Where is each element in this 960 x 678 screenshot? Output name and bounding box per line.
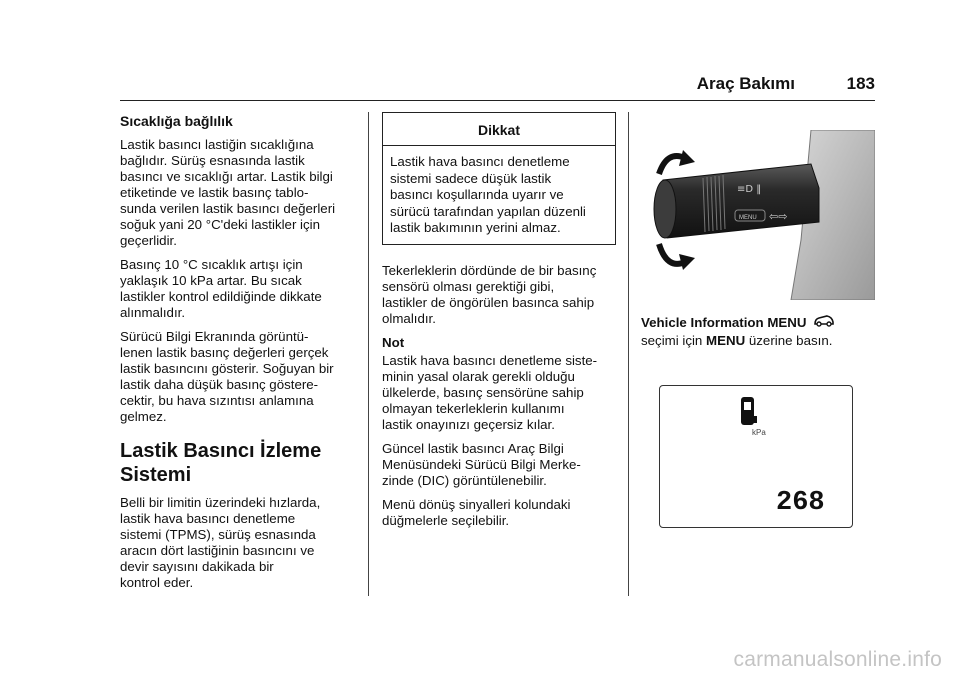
- column-divider: [368, 112, 369, 596]
- column-middle: [382, 112, 616, 537]
- page-number: 183: [846, 74, 875, 93]
- pressure-value: 268: [776, 488, 825, 512]
- paragraph: Sürücü Bilgi Ekranında görüntü- lenen lastik basınç değerleri gerçek lastik basıncını gösterir. Soğuyan bir lastik daha düşük basınç göstere- cektir, bu hava sızıntısı anlamına gelmez.: [120, 329, 334, 424]
- car-top-view-icon: [740, 396, 758, 426]
- figure-caption: [641, 314, 877, 349]
- svg-text:⇦⇨: ⇦⇨: [769, 210, 788, 223]
- pressure-value-display: [776, 486, 834, 512]
- caption-text: seçimi için: [641, 333, 707, 349]
- header-title: Araç Bakımı: [696, 74, 795, 93]
- subheading-temperature: Sıcaklığa bağlılık: [120, 113, 233, 129]
- menu-button-label: MENU: [739, 215, 757, 221]
- section-heading-tpms: Lastik Basıncı İzleme Sistemi: [120, 440, 322, 486]
- paragraph: Lastik basıncı lastiğin sıcaklığına bağlıdır. Sürüş esnasında lastik basıncı ve sıcaklığı artar. Lastik bilgi etiketinde ve lastik basınç tablo- sunda verilen lastik basıncı değerleri soğuk yani 20 °C'deki lastikler için geçerlidir.: [120, 137, 336, 248]
- caution-box: [382, 112, 616, 245]
- paragraph: Tekerleklerin dördünde de bir basınç sensörü olması gerektiği gibi, lastikler de öngörülen basınca sahip olmalıdır.: [382, 262, 597, 326]
- paragraph: Lastik hava basıncı denetleme siste- minin yasal olarak gerekli olduğu ülkelerde, basınç sensörüne sahip olmayan tekerleklerin kullanımı lastik onayınızı geçersiz kılar.: [382, 352, 598, 432]
- tire-pressure-display: [659, 385, 853, 528]
- page-header: [120, 70, 875, 101]
- caution-title: Dikkat: [383, 113, 615, 146]
- svg-text:≡D ‖: ≡D ‖: [737, 184, 762, 195]
- paragraph: Basınç 10 °C sıcaklık artışı için yaklaşık 10 kPa artar. Bu sıcak lastikler kontrol edildiğinde dikkate alınmalıdır.: [120, 257, 322, 320]
- pressure-unit-label: kPa: [752, 428, 766, 437]
- paragraph: Menü dönüş sinyalleri kolundaki düğmelerle seçilebilir.: [382, 496, 571, 528]
- caution-body: Lastik hava basıncı denetleme sistemi sadece düşük lastik basıncı koşullarında uyarır ve sürücü tarafından yapılan düzenli lastik bakımının yerini almaz.: [390, 154, 586, 235]
- turn-signal-stalk-illustration: [641, 130, 875, 300]
- watermark: carmanualsonline.info: [733, 648, 942, 671]
- caption-menu-word: MENU: [706, 333, 746, 349]
- column-left: [120, 110, 358, 599]
- note-label: Not: [382, 334, 405, 350]
- caption-menu-title: Vehicle Information MENU: [641, 315, 807, 330]
- paragraph: Güncel lastik basıncı Araç Bilgi Menüsündeki Sürücü Bilgi Merke- zinde (DIC) görüntülenebilir.: [382, 440, 581, 488]
- paragraph: Belli bir limitin üzerindeki hızlarda, lastik hava basıncı denetleme sistemi (TPMS), sürüş esnasında aracın dört lastiğinin basıncını ve devir sayısını dakikada bir kontrol eder.: [120, 495, 321, 590]
- column-divider: [628, 112, 629, 596]
- vehicle-icon: [813, 314, 835, 332]
- caption-text: üzerine basın.: [745, 333, 833, 349]
